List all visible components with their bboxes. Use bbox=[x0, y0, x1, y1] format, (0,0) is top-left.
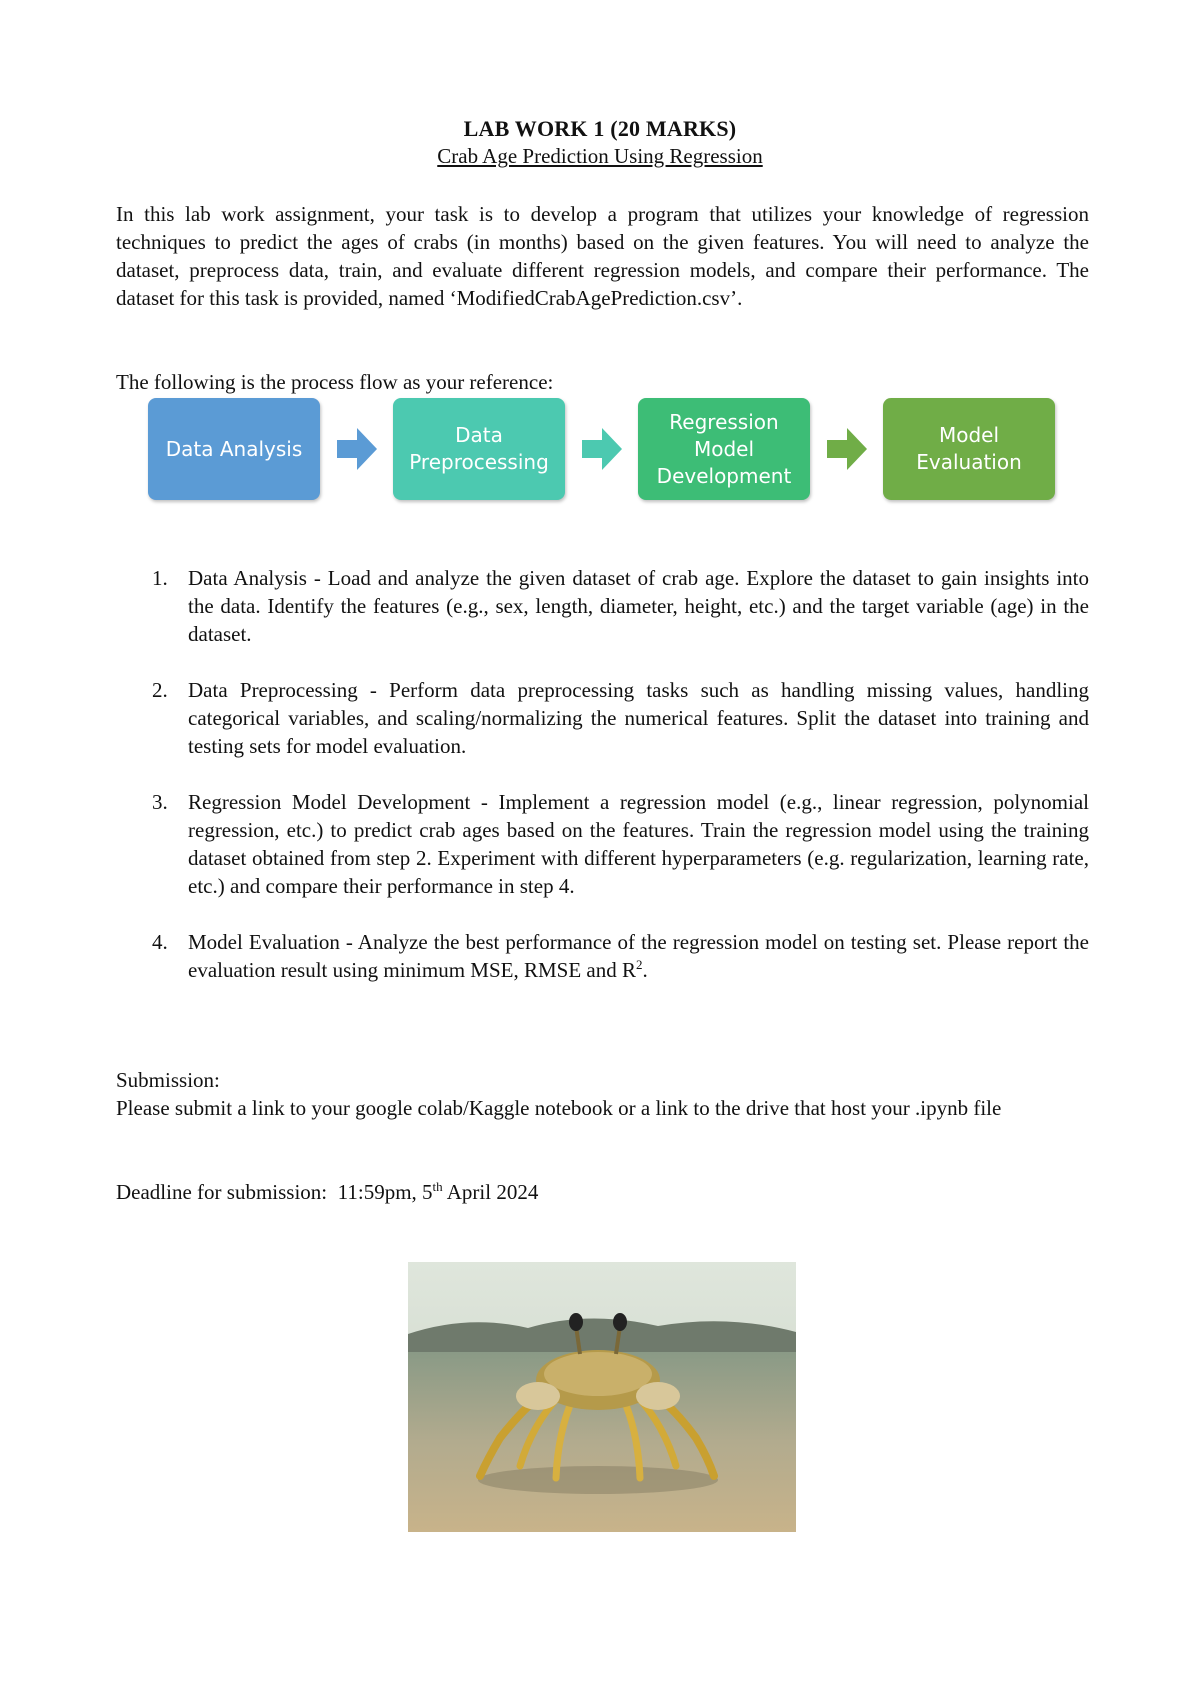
arrow-right-icon bbox=[827, 428, 867, 470]
step-number: 4. bbox=[152, 930, 168, 954]
step-number: 1. bbox=[152, 566, 168, 590]
crab-photo bbox=[408, 1262, 796, 1532]
superscript-two: 2 bbox=[636, 957, 643, 972]
deadline-date: April 2024 bbox=[446, 1180, 539, 1204]
submission-label: Submission: bbox=[116, 1068, 220, 1092]
list-item bbox=[116, 676, 1089, 760]
deadline-label: Deadline for submission: bbox=[116, 1180, 328, 1204]
flow-box-regression-model-development: Regression Model Development bbox=[638, 398, 810, 500]
step-number: 3. bbox=[152, 790, 168, 814]
list-item bbox=[116, 928, 1089, 984]
step-number: 2. bbox=[152, 678, 168, 702]
steps-list bbox=[116, 564, 1089, 1012]
flow-box-data-analysis: Data Analysis bbox=[148, 398, 320, 500]
step-text-tail: . bbox=[642, 958, 648, 982]
step-text: Data Analysis - Load and analyze the given dataset of crab age. Explore the dataset to gain insights into the data. Identify the features (e.g., sex, length, diameter, height, etc.) and the target variable (age) in the dataset. bbox=[188, 566, 1089, 646]
step-text: Data Preprocessing - Perform data preprocessing tasks such as handling missing values, handling categorical variables, and scaling/normalizing the numerical features. Split the dataset into training and testing sets for model evaluation. bbox=[188, 678, 1089, 758]
flow-box-data-preprocessing: Data Preprocessing bbox=[393, 398, 565, 500]
intro-paragraph: In this lab work assignment, your task is to develop a program that utilizes your knowledge of regression techniques to predict the ages of crabs (in months) based on the given features. You will need to analyze the dataset, preprocess data, train, and evaluate different regression models, and compare their performance. The dataset for this task is provided, named ‘ModifiedCrabAgePrediction.csv’. bbox=[116, 202, 1089, 310]
process-flow-diagram bbox=[148, 398, 1060, 502]
submission-text: Please submit a link to your google colab/Kaggle notebook or a link to the drive that host your .ipynb file bbox=[116, 1096, 1002, 1120]
page-subtitle: Crab Age Prediction Using Regression bbox=[437, 144, 763, 168]
arrow-right-icon bbox=[337, 428, 377, 470]
deadline-time: 11:59pm, 5 bbox=[337, 1180, 433, 1204]
page-title: LAB WORK 1 (20 MARKS) bbox=[463, 116, 737, 141]
arrow-right-icon bbox=[582, 428, 622, 470]
step-text: Regression Model Development - Implement a regression model (e.g., linear regression, polynomial regression, etc.) to predict crab ages based on the features. Train the regression model using the training dataset obtained from step 2. Experiment with different hyperparameters (e.g. regularization, learning rate, etc.) and compare their performance in step 4. bbox=[188, 790, 1089, 898]
list-item bbox=[116, 788, 1089, 900]
flow-box-model-evaluation: Model Evaluation bbox=[883, 398, 1055, 500]
step-text: Model Evaluation - Analyze the best performance of the regression model on testing set. Please report the evaluation result using minimum MSE, RMSE and R bbox=[188, 930, 1089, 982]
list-item bbox=[116, 564, 1089, 648]
flow-intro-text: The following is the process flow as your reference: bbox=[116, 370, 554, 394]
deadline-line bbox=[116, 1178, 1089, 1206]
deadline-date-suffix: th bbox=[432, 1179, 443, 1194]
